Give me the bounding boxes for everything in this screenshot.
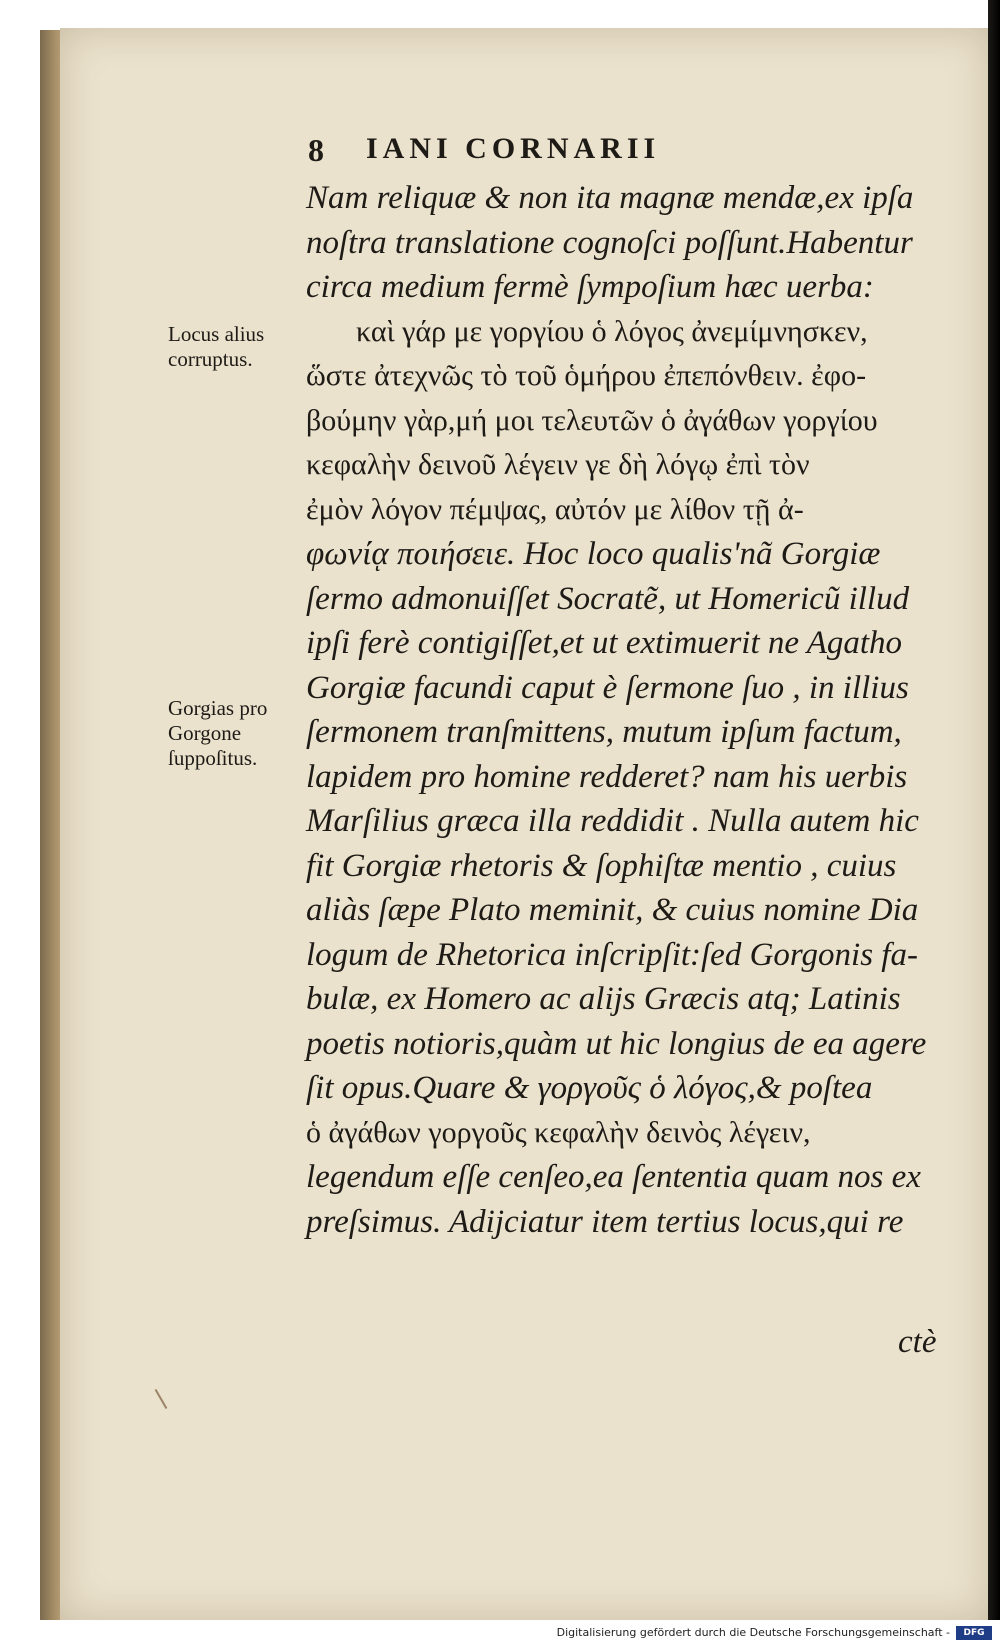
body-line: ipſi ferè contigiſſet,et ut extimuerit ne Agatho bbox=[306, 625, 903, 661]
running-title: IANI CORNARII bbox=[366, 132, 661, 165]
body-line: circa medium fermè ſympoſium hæc uerba: bbox=[306, 269, 874, 305]
book-edge-right bbox=[988, 0, 1000, 1620]
body-line: Marſilius græca illa reddidit . Nulla autem hic bbox=[306, 803, 919, 839]
marginal-note-line: Gorgone bbox=[168, 721, 242, 745]
body-line: poetis notioris,quàm ut hic longius de ea agere bbox=[306, 1025, 927, 1062]
body-line: logum de Rhetorica inſcripſit:ſed Gorgonis fa- bbox=[306, 936, 918, 973]
body-line: καὶ γάρ με γοργίου ὁ λόγος ἀνεμίμνησκεν, bbox=[356, 314, 868, 348]
page-number: 8 bbox=[308, 132, 324, 168]
body-line: ſermonem tranſmittens, mutum ipſum factum, bbox=[306, 714, 902, 750]
body-line: φωνίᾳ ποιήσειε. Hoc loco qualis'nã Gorgiæ bbox=[306, 536, 881, 572]
book-page bbox=[60, 28, 990, 1620]
body-line: κεφαλὴν δεινοῦ λέγειν γε δὴ λόγῳ ἐπὶ τὸν bbox=[306, 448, 810, 481]
body-line: aliàs ſæpe Plato meminit, & cuius nomine Dia bbox=[306, 892, 919, 928]
body-line: preſsimus. Adijciatur item tertius locus,qui re bbox=[306, 1203, 904, 1240]
marginal-note-line: corruptus. bbox=[168, 347, 253, 371]
body-line: Gorgiæ facundi caput è ſermone ſuo , in illius bbox=[306, 669, 909, 706]
dfg-logo: DFG bbox=[956, 1626, 992, 1640]
body-line: lapidem pro homine redderet? nam his uerbis bbox=[306, 758, 908, 795]
body-line: legendum eſſe cenſeo,ea ſententia quam nos ex bbox=[306, 1159, 921, 1195]
body-line: Nam reliquæ & non ita magnæ mendæ,ex ipſa bbox=[306, 180, 914, 216]
marginal-note-line: Gorgias pro bbox=[168, 696, 268, 720]
body-line: bulæ, ex Homero ac alijs Græcis atq; Latinis bbox=[306, 981, 901, 1017]
body-line: ὥστε ἀτεχνῶς τὸ τοῦ ὁμήρου ἐπεπόνθειν. ἐφο- bbox=[306, 359, 867, 392]
footer-bar bbox=[0, 1624, 1000, 1644]
marginal-note-gorgias bbox=[168, 696, 308, 771]
marginal-note-locus-alius bbox=[168, 322, 308, 372]
body-line: noſtra translatione cognoſci poſſunt.Habentur bbox=[306, 224, 913, 261]
body-line: ſermo admonuiſſet Socratẽ, ut Homericũ illud bbox=[306, 580, 910, 617]
body-line: βούμην γὰρ,μή μοι τελευτῶν ὁ ἀγάθων γοργίου bbox=[306, 403, 878, 437]
running-head bbox=[308, 132, 868, 176]
catchword: ctè bbox=[898, 1324, 937, 1360]
body-text bbox=[306, 176, 1000, 1244]
body-line: ἐμὸν λόγον πέμψας, αὐτόν με λίθον τῇ ἀ- bbox=[306, 492, 804, 526]
body-line: ſit opus.Quare & γοργοῦς ὁ λόγος,& poſtea bbox=[306, 1070, 873, 1106]
body-line: ὁ ἀγάθων γοργοῦς κεφαλὴν δεινὸς λέγειν, bbox=[306, 1115, 811, 1149]
footer-credit: Digitalisierung gefördert durch die Deutsche Forschungsgemeinschaft - bbox=[556, 1626, 950, 1639]
marginal-note-line: Locus alius bbox=[168, 322, 265, 346]
body-line: fit Gorgiæ rhetoris & ſophiſtæ mentio , cuius bbox=[306, 847, 897, 884]
marginal-note-line: ſuppoſitus. bbox=[168, 746, 258, 770]
page-content bbox=[60, 28, 990, 1620]
